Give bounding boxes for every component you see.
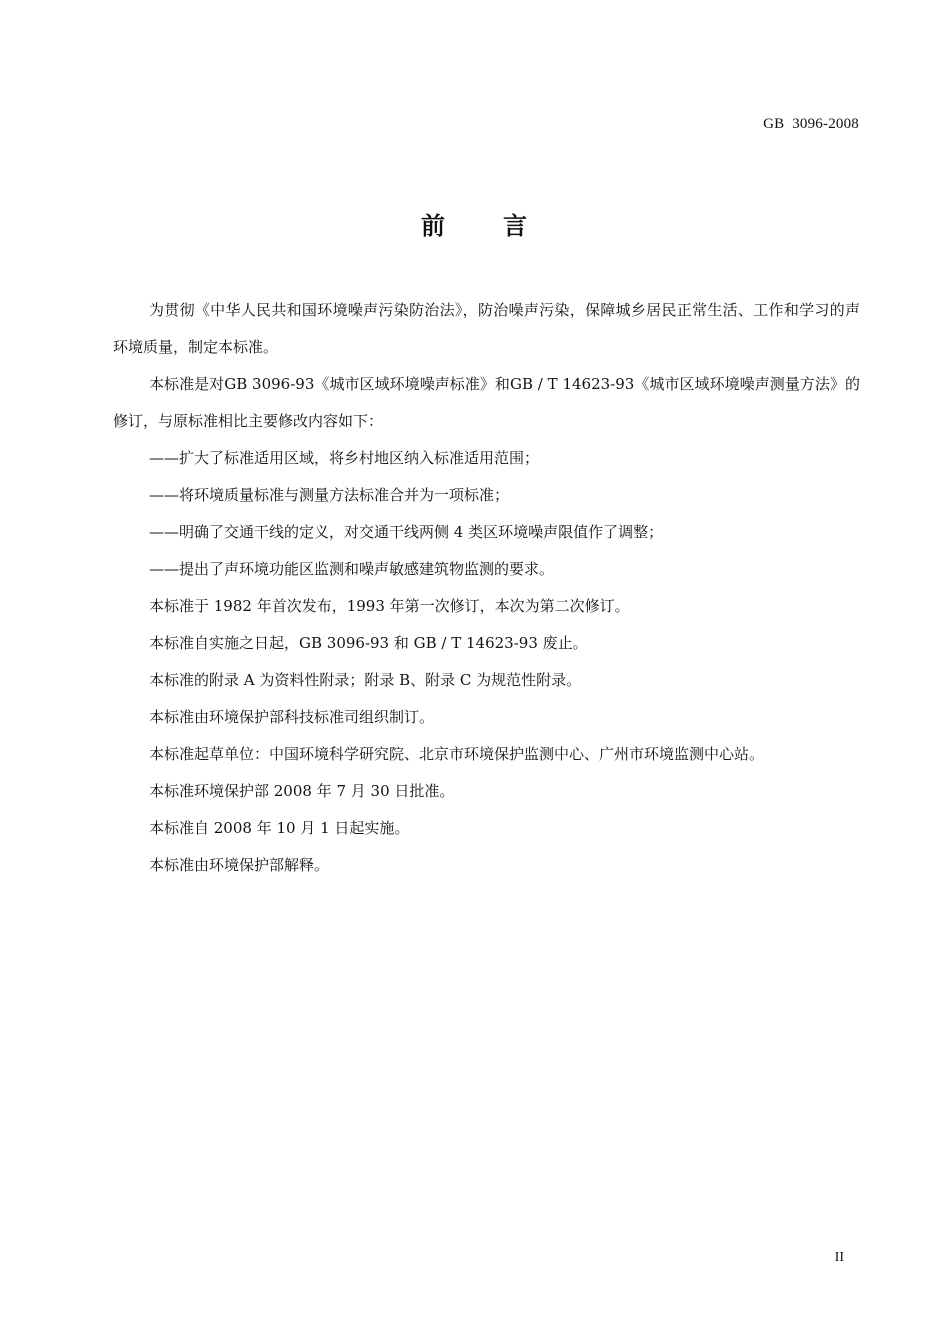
page-number: II (834, 1250, 844, 1265)
page-title (0, 206, 950, 241)
foreword-body (113, 292, 860, 884)
paragraph-purpose: 为贯彻《中华人民共和国环境噪声污染防治法》，防治噪声污染，保障城乡居民正常生活、工作和学习的声环境质量，制定本标准。 (113, 301, 860, 356)
list-item-change-4: ——提出了声环境功能区监测和噪声敏感建筑物监测的要求。 (149, 560, 555, 578)
paragraph-effective-date: 本标准自 2008 年 10 月 1 日起实施。 (149, 819, 410, 837)
paragraph-organizer: 本标准由环境保护部科技标准司组织制订。 (149, 708, 435, 726)
paragraph-drafters: 本标准起草单位：中国环境科学研究院、北京市环境保护监测中心、广州市环境监测中心站。 (149, 745, 765, 763)
standard-code: GB 3096-2008 (763, 116, 859, 132)
list-item-change-3: ——明确了交通干线的定义，对交通干线两侧 4 类区环境噪声限值作了调整； (149, 523, 664, 541)
paragraph-revision: 本标准是对GB 3096-93《城市区域环境噪声标准》和GB / T 14623-93《城市区域环境噪声测量方法》的修订，与原标准相比主要修改内容如下： (113, 375, 860, 430)
paragraph-appendices: 本标准的附录 A 为资料性附录；附录 B、附录 C 为规范性附录。 (149, 671, 582, 689)
title-char-1: 前 (421, 212, 447, 240)
list-item-change-1: ——扩大了标准适用区域，将乡村地区纳入标准适用范围； (149, 449, 540, 467)
title-char-2: 言 (503, 212, 529, 240)
paragraph-interpretation: 本标准由环境保护部解释。 (149, 856, 330, 874)
paragraph-history: 本标准于 1982 年首次发布，1993 年第一次修订，本次为第二次修订。 (149, 597, 630, 615)
list-item-change-2: ——将环境质量标准与测量方法标准合并为一项标准； (149, 486, 510, 504)
paragraph-abolished: 本标准自实施之日起，GB 3096-93 和 GB / T 14623-93 废止。 (149, 634, 588, 652)
paragraph-approval: 本标准环境保护部 2008 年 7 月 30 日批准。 (149, 782, 455, 800)
